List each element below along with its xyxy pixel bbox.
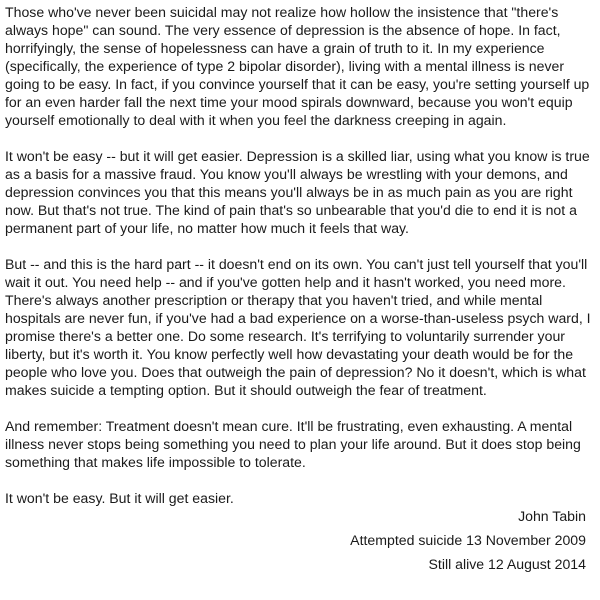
paragraph-3: But -- and this is the hard part -- it doesn't end on its own. You can't just tell yourself that you'll wait it out. You need help -- and if you've gotten help and it hasn't worked, you need more. There's always another prescription or therapy that you haven't tried, and while mental hospitals are never fun, if you've had a bad experience on a worse-than-useless psych ward, I promise there's a better one. Do some research. It's terrifying to voluntarily surrender your liberty, but it's worth it. You know perfectly well how devastating your death would be for the people who love you. Does that outweigh the pain of depression? No it doesn't, which is what makes suicide a tempting option. But it should outweigh the fear of treatment. xyxy=(5,256,591,398)
alive-date-line: Still alive 12 August 2014 xyxy=(428,556,586,572)
attempted-date-line: Attempted suicide 13 November 2009 xyxy=(350,532,586,548)
paragraph-4: And remember: Treatment doesn't mean cure. It'll be frustrating, even exhausting. A mental illness never stops being something you need to plan your life around. But it does stop being something that makes life impossible to tolerate. xyxy=(5,418,581,470)
paragraph-2: It won't be easy -- but it will get easier. Depression is a skilled liar, using what you know is true as a basis for a massive fraud. You know you'll always be wrestling with your demons, and depression convinces you that this means you'll always be in as much pain as you are right now. But that's not true. The kind of pain that's so unbearable that you'd die to end it is not a permanent part of your life, no matter how much it feels that way. xyxy=(5,148,590,236)
paragraph-1: Those who've never been suicidal may not realize how hollow the insistence that "there's always hope" can sound. The very essence of depression is the absence of hope. In fact, horrifyingly, the sense of hopelessness can have a grain of truth to it. In my experience (specifically, the experience of type 2 bipolar disorder), living with a mental illness is never going to be easy. In fact, if you convince yourself that it can be easy, you're setting yourself up for an even harder fall the next time your mood spirals downward, because you won't equip yourself emotionally to deal with it when you feel the darkness creeping in again. xyxy=(5,4,590,128)
paragraph-5: It won't be easy. But it will get easier. xyxy=(5,490,234,506)
signature-block xyxy=(350,504,586,576)
author-name: John Tabin xyxy=(518,508,586,524)
